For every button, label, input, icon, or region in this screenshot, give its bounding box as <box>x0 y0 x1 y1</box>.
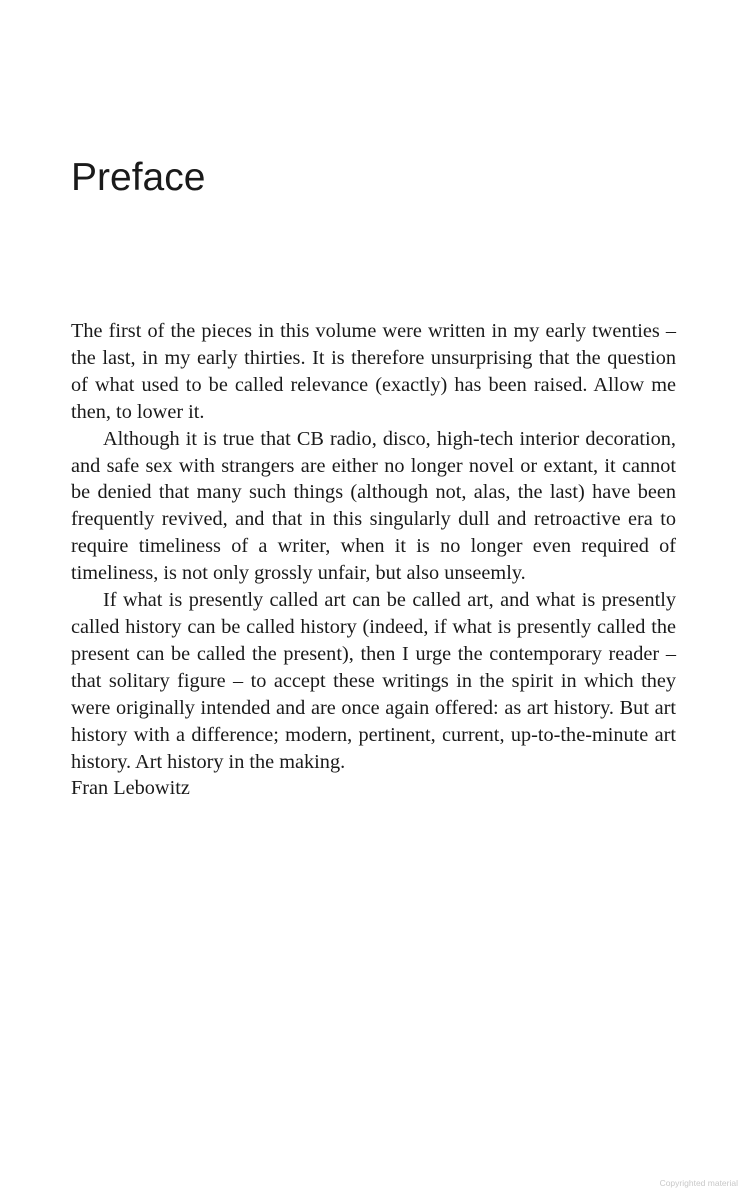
paragraph: Although it is true that CB radio, disco, high-tech interior decoration, and safe sex with strangers are either no longer novel or extant, it cannot be denied that many such things (although not, alas, the last) have been frequently revived, and that in this singularly dull and retroactive era to require timeliness of a writer, when it is no longer even required of timeliness, is not only grossly unfair, but also unseemly. <box>71 427 676 585</box>
paragraph: The first of the pieces in this volume were written in my early twenties – the last, in my early thirties. It is therefore unsurprising that the question of what used to be called relevance (exactly) has been raised. Allow me then, to lower it. <box>71 320 676 423</box>
copyright-watermark: Copyrighted material <box>659 1178 738 1188</box>
paragraph: If what is presently called art can be called art, and what is presently called history can be called history (indeed, if what is presently called the present can be called the present), then I urge the contemporary reader – that solitary figure – to accept these writings in the spirit in which they were originally intended and are once again offered: as art history. But art history with a difference; modern, pertinent, current, up-to-the-minute art history. Art history in the making. <box>71 589 676 773</box>
preface-body <box>71 318 676 802</box>
page-title: Preface <box>71 156 206 199</box>
author-signature: Fran Lebowitz <box>71 777 190 800</box>
